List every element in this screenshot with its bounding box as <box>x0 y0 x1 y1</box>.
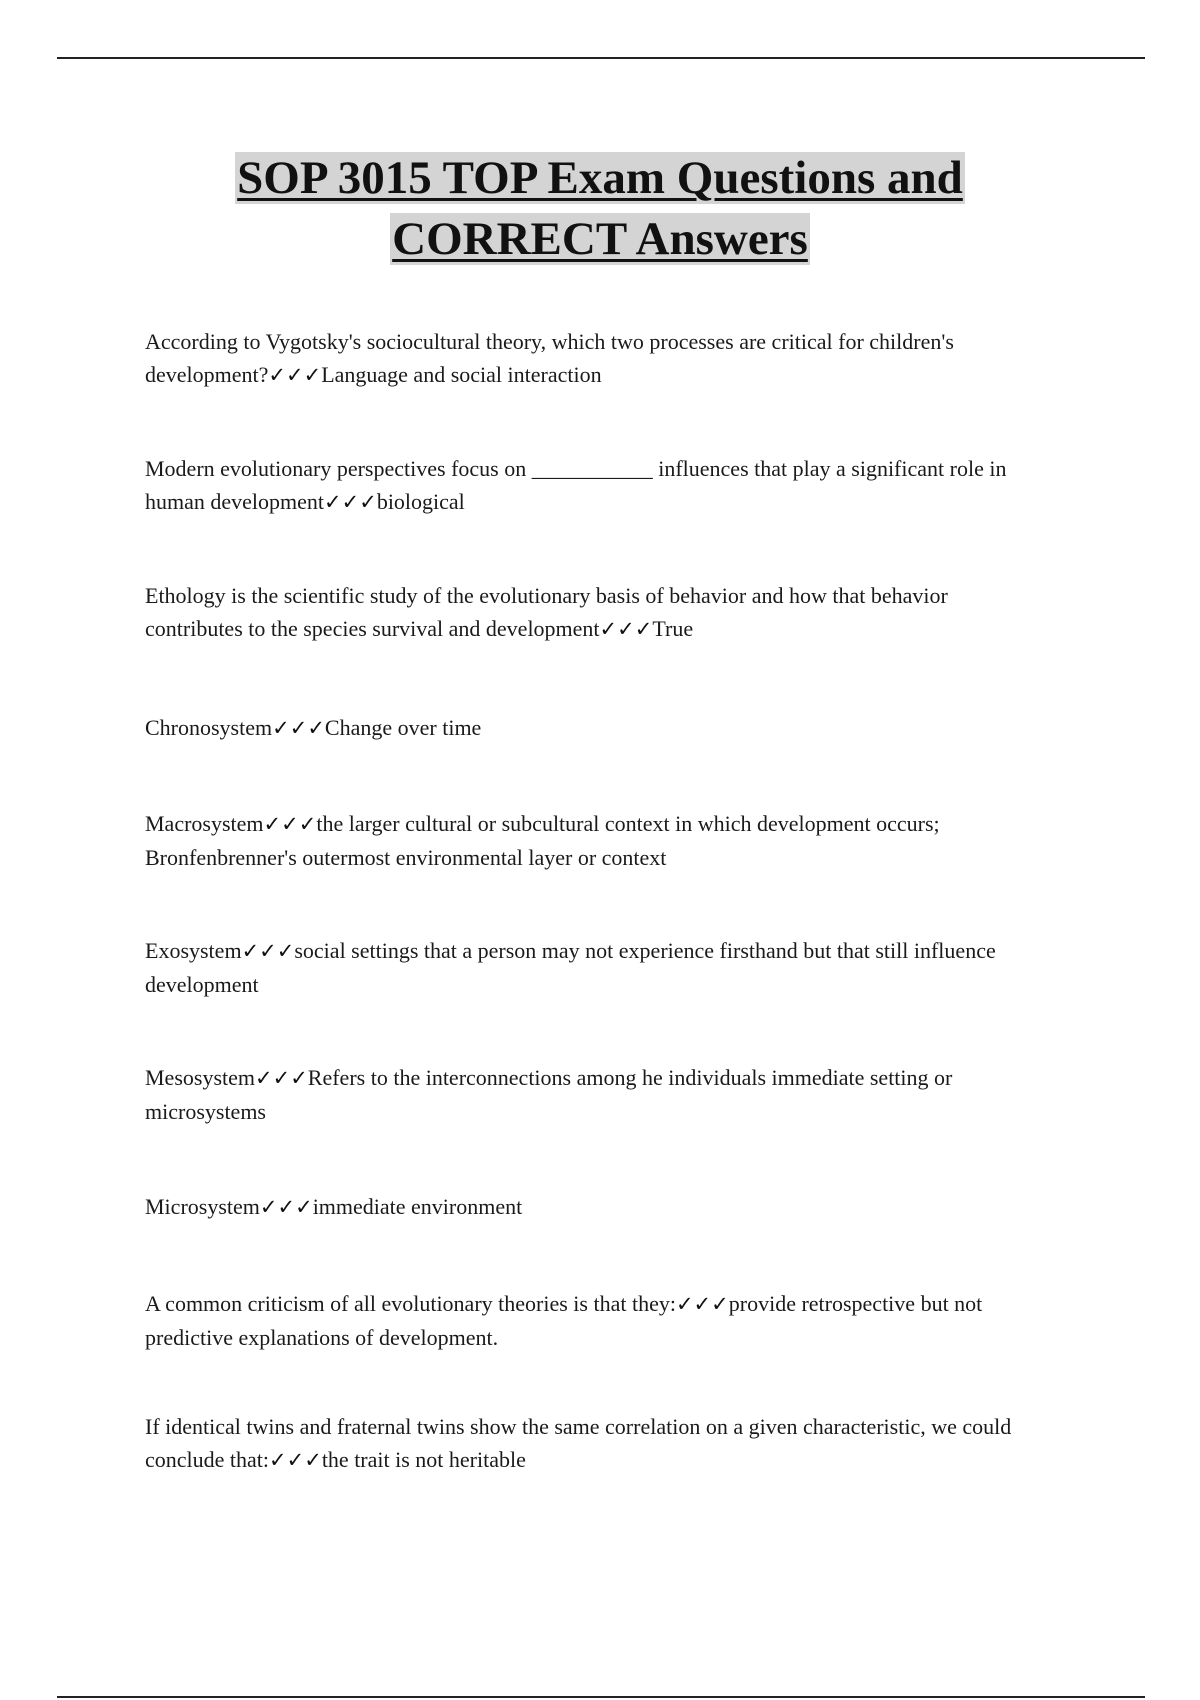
top-rule <box>57 57 1145 59</box>
qa-item-3 <box>145 579 1050 646</box>
answer-text: provide retrospective but not predictive explanations of development. <box>145 1291 983 1350</box>
check-marks-icon: ✓✓✓ <box>324 490 377 514</box>
title-line-1: SOP 3015 TOP Exam Questions and <box>237 152 963 204</box>
qa-item-9 <box>145 1287 1050 1354</box>
check-marks-icon: ✓✓✓ <box>263 812 317 836</box>
check-marks-icon: ✓✓✓ <box>255 1066 308 1090</box>
answer-text: social settings that a person may not experience firsthand but that still influence development <box>145 938 996 997</box>
answer-text: Change over time <box>324 715 482 740</box>
qa-item-6 <box>145 934 1050 1001</box>
bottom-rule <box>57 1696 1145 1698</box>
answer-text: Language and social interaction <box>321 362 602 387</box>
qa-item-7 <box>145 1061 1050 1128</box>
qa-item-8 <box>145 1190 1050 1224</box>
qa-item-2 <box>145 452 1050 519</box>
question-text: Mesosystem <box>145 1065 255 1090</box>
answer-text: the trait is not heritable <box>321 1447 526 1472</box>
check-marks-icon: ✓✓✓ <box>241 939 295 963</box>
answer-text: immediate environment <box>312 1194 523 1219</box>
question-text: Modern evolutionary perspectives focus on ___________ influences that play a significant role in human development <box>145 456 1007 514</box>
check-marks-icon: ✓✓✓ <box>675 1292 729 1316</box>
check-marks-icon: ✓✓✓ <box>259 1195 313 1219</box>
question-text: Exosystem <box>145 938 242 963</box>
question-text: Macrosystem <box>145 811 264 836</box>
check-marks-icon: ✓✓✓ <box>272 716 325 740</box>
question-text: If identical twins and fraternal twins show the same correlation on a given characteristic, we could conclude that: <box>145 1414 1012 1472</box>
title-line-2: CORRECT Answers <box>392 213 808 265</box>
qa-item-5 <box>145 807 1050 874</box>
qa-item-4 <box>145 711 1050 745</box>
answer-text: True <box>652 616 694 641</box>
question-text: Microsystem <box>145 1194 260 1219</box>
question-text: According to Vygotsky's sociocultural theory, which two processes are critical for children's development? <box>145 329 954 387</box>
check-marks-icon: ✓✓✓ <box>268 363 322 387</box>
answer-text: Refers to the interconnections among he individuals immediate setting or microsystems <box>145 1065 953 1124</box>
question-text: A common criticism of all evolutionary theories is that they: <box>145 1291 676 1316</box>
answer-text: the larger cultural or subcultural context in which development occurs; Bronfenbrenner's outermost environmental layer or context <box>145 811 940 870</box>
check-marks-icon: ✓✓✓ <box>599 617 653 641</box>
qa-item-10 <box>145 1410 1050 1477</box>
qa-item-1 <box>145 325 1050 392</box>
question-text: Chronosystem <box>145 715 273 740</box>
document-title <box>0 148 1200 270</box>
check-marks-icon: ✓✓✓ <box>269 1448 322 1472</box>
answer-text: biological <box>376 489 465 514</box>
question-text: Ethology is the scientific study of the evolutionary basis of behavior and how that behavior contributes to the species survival and development <box>145 583 948 641</box>
